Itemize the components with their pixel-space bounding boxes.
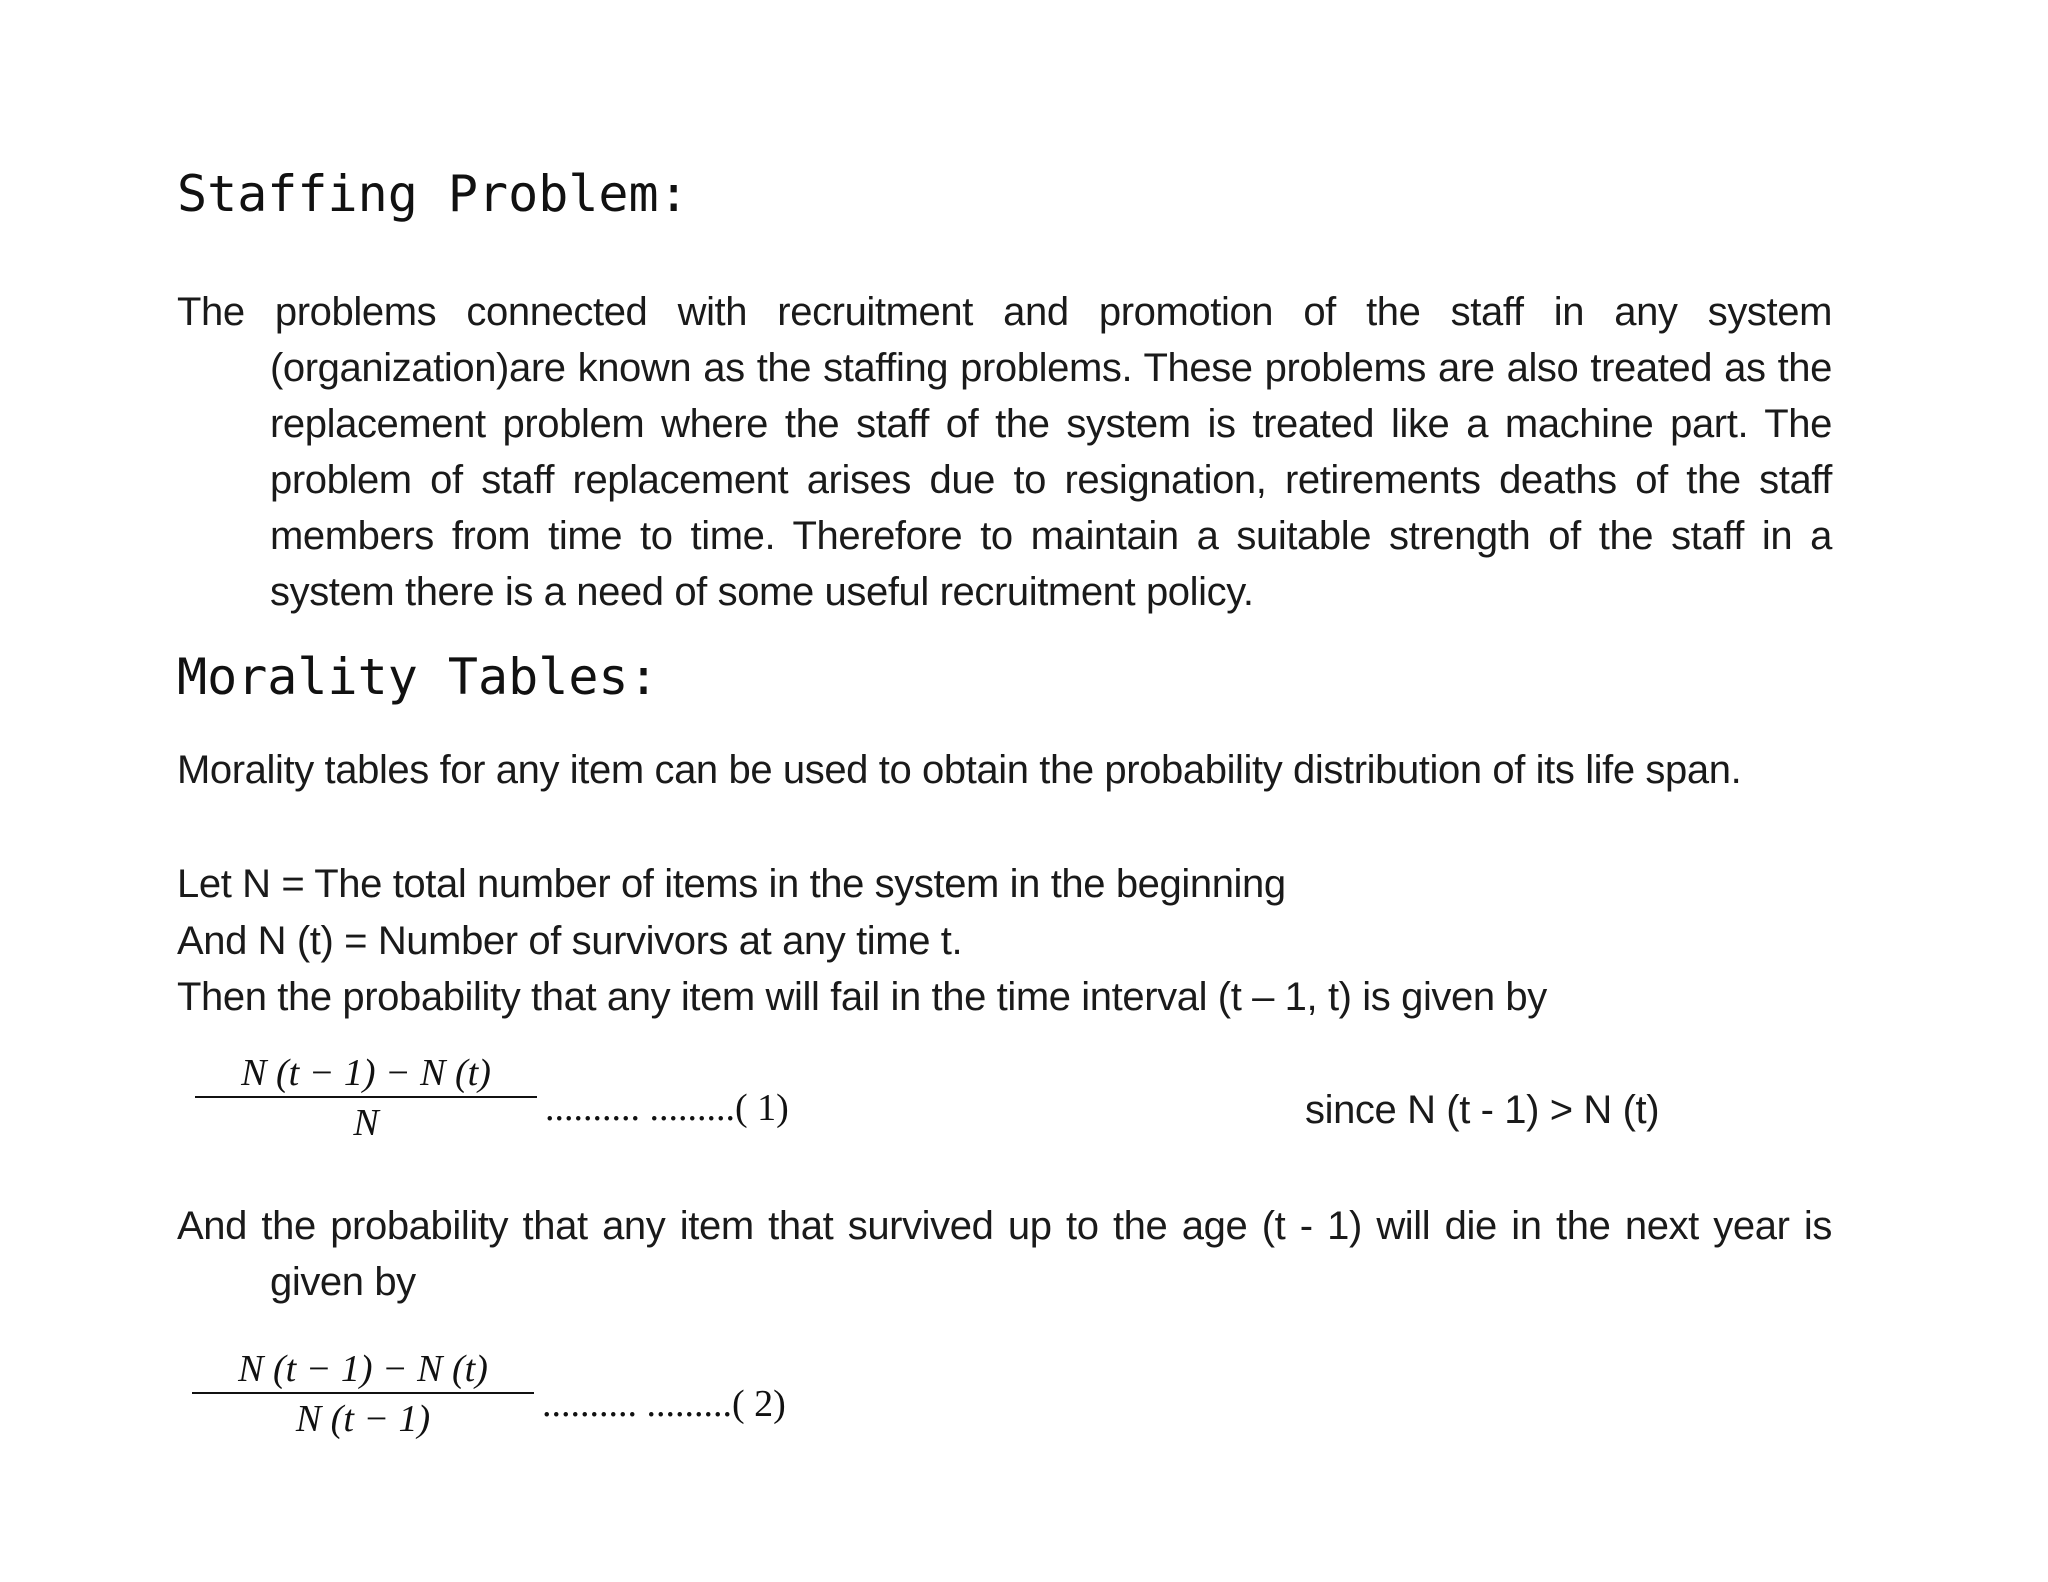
- equation-1-number: .......... .........( 1): [545, 1087, 789, 1129]
- equation-2-denominator: N (t − 1): [295, 1398, 431, 1440]
- equation-1-fraction-bar: [195, 1096, 537, 1098]
- staffing-problem-paragraph: The problems connected with recruitment and promotion of the staff in any system (organization)are known as the staffing problems. These problems are also treated as the replacement problem where the staff of the system is treated like a machine part. The problem of staff replacement arises due to resignation, retirements deaths of the staff members from time to time. Therefore to maintain a suitable strength of the staff in a system there is a need of some useful recruitment policy.: [177, 290, 1832, 614]
- equation-1-condition: since N (t - 1) > N (t): [1305, 1088, 1660, 1132]
- let-n-definition: Let N = The total number of items in the system in the beginning: [177, 862, 1286, 906]
- morality-intro-paragraph: Morality tables for any item can be used to obtain the probability distribution of its life span.: [177, 748, 1742, 792]
- equation-2-numerator: N (t − 1) − N (t): [238, 1348, 488, 1390]
- staffing-problem-heading: Staffing Problem:: [177, 165, 689, 223]
- equation-1-numerator: N (t − 1) − N (t): [241, 1052, 491, 1094]
- equation-1-denominator: N: [353, 1102, 379, 1144]
- morality-tables-heading: Morality Tables:: [177, 648, 659, 706]
- survivors-definition: And N (t) = Number of survivors at any time t.: [177, 919, 963, 963]
- equation-2-number: .......... .........( 2): [542, 1383, 786, 1425]
- equation-1-fraction: [195, 1052, 537, 1144]
- conditional-probability-paragraph: And the probability that any item that survived up to the age (t - 1) will die in the next year is given by: [177, 1204, 1832, 1304]
- equation-2-fraction-bar: [192, 1392, 534, 1394]
- equation-2-fraction: [192, 1348, 534, 1440]
- failure-probability-intro: Then the probability that any item will fail in the time interval (t – 1, t) is given by: [177, 975, 1547, 1019]
